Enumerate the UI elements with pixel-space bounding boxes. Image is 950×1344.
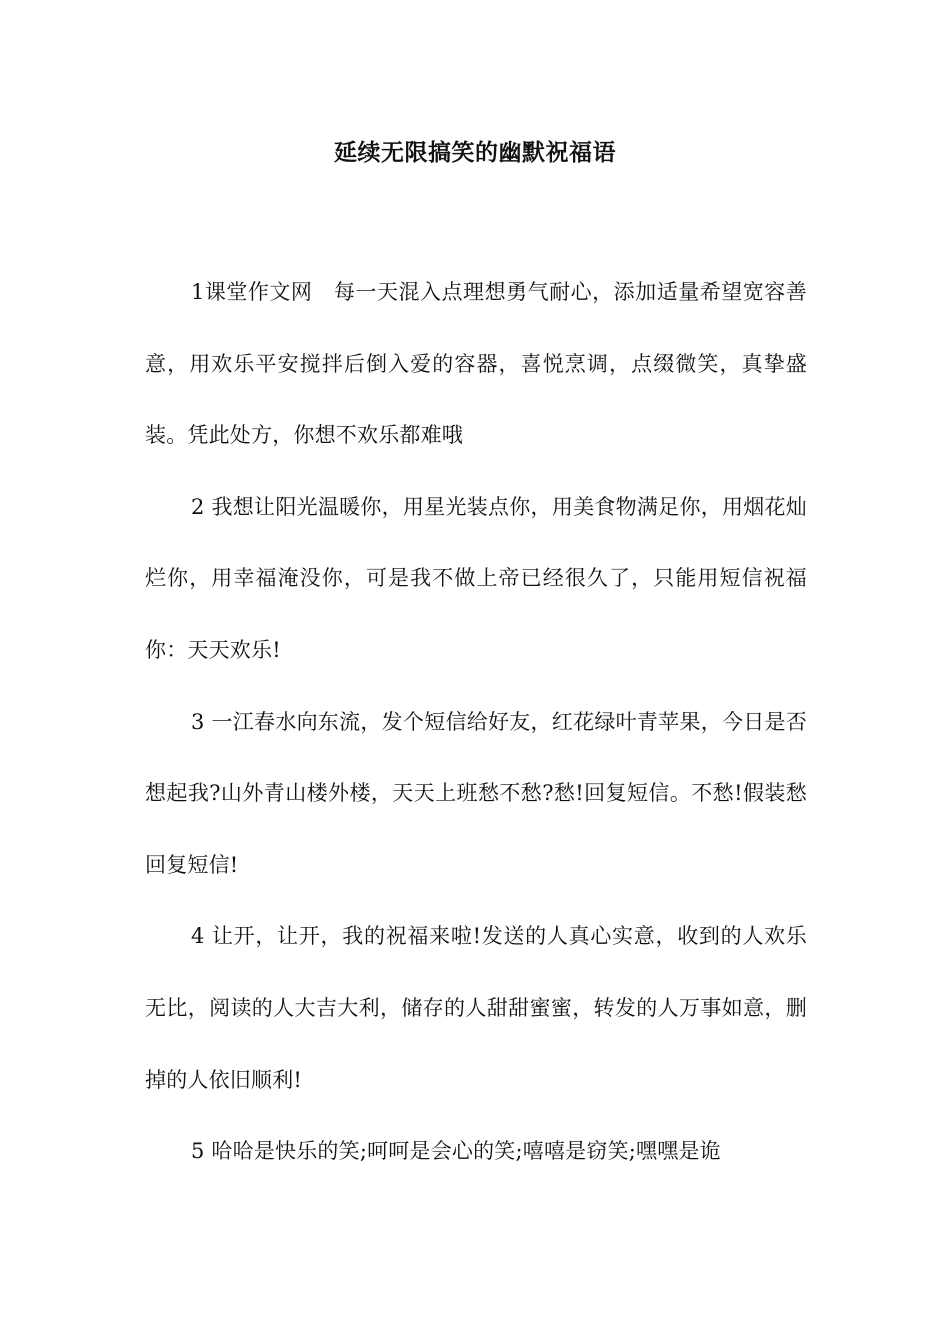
paragraph-4: 4 让开，让开，我的祝福来啦!发送的人真心实意，收到的人欢乐无比，阅读的人大吉大利，储存的人甜甜蜜蜜，转发的人万事如意，删掉的人依旧顺利! <box>145 924 807 1092</box>
paragraph-3: 3 一江春水向东流，发个短信给好友，红花绿叶青苹果，今日是否想起我?山外青山楼外楼，天天上班愁不愁?愁!回复短信。不愁!假装愁回复短信! <box>145 709 807 877</box>
document-body <box>145 257 807 1188</box>
paragraph-1: 1课堂作文网 每一天混入点理想勇气耐心，添加适量希望宽容善意，用欢乐平安搅拌后倒入爱的容器，喜悦烹调，点缀微笑，真挚盛装。凭此处方，你想不欢乐都难哦 <box>145 280 807 448</box>
document-title: 延续无限搞笑的幽默祝福语 <box>334 139 616 166</box>
paragraph-2: 2 我想让阳光温暖你，用星光装点你，用美食物满足你，用烟花灿烂你，用幸福淹没你，可是我不做上帝已经很久了，只能用短信祝福你：天天欢乐! <box>145 494 807 662</box>
paragraph-5: 5 哈哈是快乐的笑;呵呵是会心的笑;嘻嘻是窃笑;嘿嘿是诡 <box>191 1139 721 1164</box>
